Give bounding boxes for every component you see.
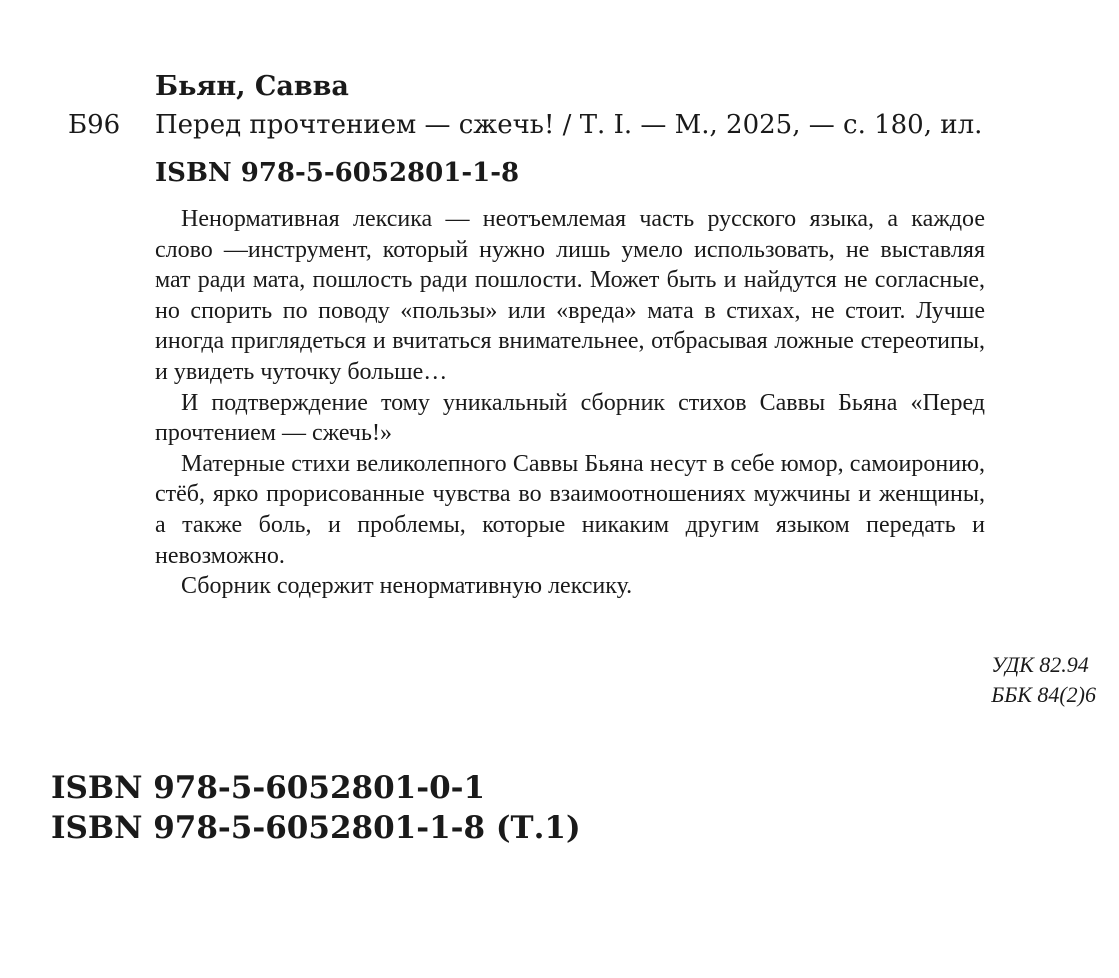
isbn-block xyxy=(51,768,581,848)
annotation-paragraph: И подтверждение тому уникальный сборник стихов Саввы Бьяна «Перед прочтением — сжечь!» xyxy=(155,389,985,447)
annotation-paragraph: Сборник содержит ненормативную лексику. xyxy=(181,573,633,600)
classification-codes xyxy=(991,650,1096,710)
annotation-text xyxy=(155,204,985,602)
isbn-volume-heading: ISBN 978-5-6052801-1-8 xyxy=(155,158,520,188)
author-name: Бьян, Савва xyxy=(155,71,349,102)
isbn-volume: ISBN 978-5-6052801-1-8 (Т.1) xyxy=(51,810,581,846)
title-description: Перед прочтением — сжечь! / Т. I. — М., 2025, — с. 180, ил. xyxy=(155,110,983,140)
author-cipher: Б96 xyxy=(68,110,121,140)
udk-code: УДК 82.94 xyxy=(991,652,1089,677)
isbn-set: ISBN 978-5-6052801-0-1 xyxy=(51,770,486,806)
annotation-paragraph: Ненормативная лексика — неотъемлемая часть русского языка, а каждое слово —инструмент, который нужно лишь умело использовать, не выставляя мат ради мата, пошлость ради пошлости. Может быть и найдутся не согласные, но спорить по поводу «пользы» или «вреда» мата в стихах, не стоит. Лучше иногда приглядеться и вчитаться внимательнее, отбрасывая ложные стереотипы, и увидеть чуточку больше… xyxy=(155,206,985,385)
bbk-code: ББК 84(2)6 xyxy=(991,682,1096,707)
annotation-paragraph: Матерные стихи великолепного Саввы Бьяна несут в себе юмор, самоиронию, стёб, ярко прорисованные чувства во взаимоотношениях мужчины и женщины, а также боль, и проблемы, которые никаким другим языком передать и невозможно. xyxy=(155,450,985,569)
